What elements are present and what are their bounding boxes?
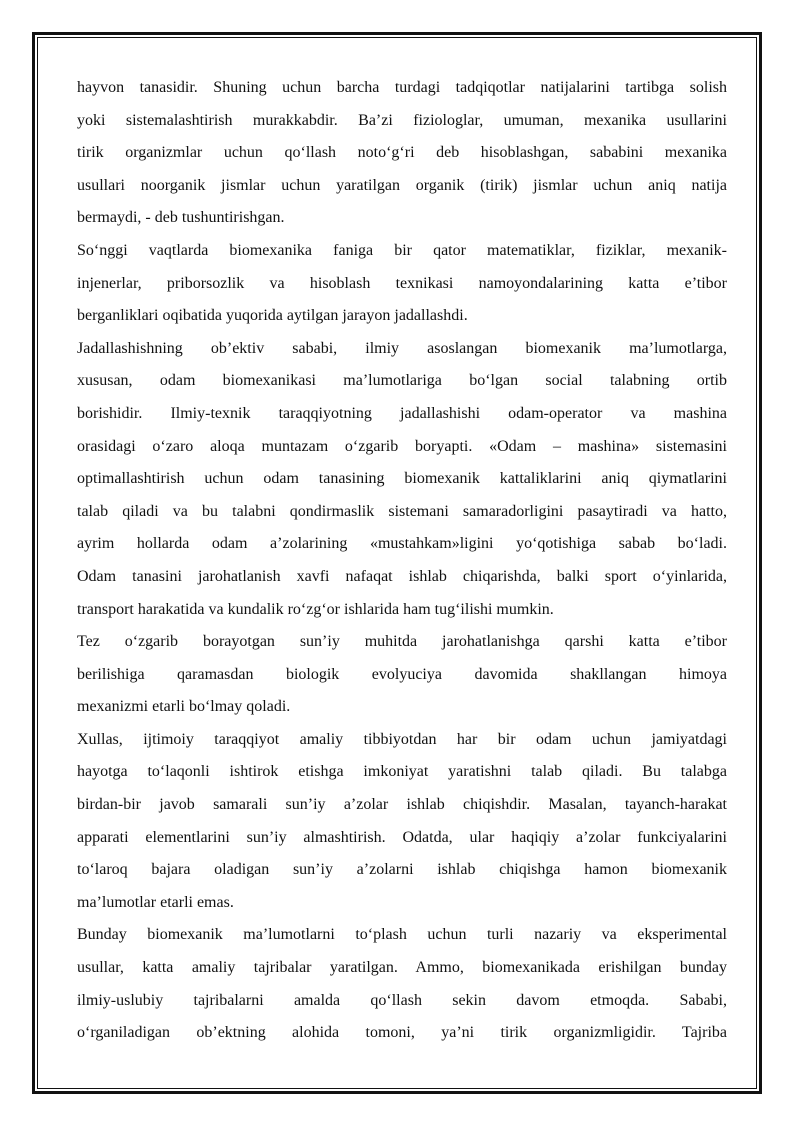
- text-line: transport harakatida va kundalik ro‘zg‘or ishlarida ham tug‘ilishi mumkin.: [77, 600, 554, 618]
- text-line: mexanizmi etarli bo‘lmay qoladi.: [77, 698, 291, 716]
- text-line: yoki sistemalashtirish murakkabdir. Ba’zi fiziologlar, umuman, mexanika usullarini: [77, 111, 727, 129]
- text-line: So‘nggi vaqtlarda biomexanika faniga bir qator matematiklar, fiziklar, mexanik-: [77, 241, 727, 259]
- text-line: talab qiladi va bu talabni qondirmaslik sistemani samaradorligini pasaytiradi va hatto,: [77, 502, 727, 520]
- text-line: hayvon tanasidir. Shuning uchun barcha turdagi tadqiqotlar natijalarini tartibga solish: [77, 79, 727, 96]
- text-line: apparati elementlarini sun’iy almashtirish. Odatda, ular haqiqiy a’zolar funkciyalarini: [77, 828, 727, 846]
- text-line: xususan, odam biomexanikasi ma’lumotlariga bo‘lgan social talabning ortib: [77, 372, 727, 390]
- text-line: Tez o‘zgarib borayotgan sun’iy muhitda jarohatlanishga qarshi katta e’tibor: [77, 633, 727, 651]
- text-line: bermaydi, - deb tushuntirishgan.: [77, 209, 285, 227]
- text-line: berganliklari oqibatida yuqorida aytilgan jarayon jadallashdi.: [77, 307, 468, 325]
- text-line: injenerlar, priborsozlik va hisoblash texnikasi namoyondalarining katta e’tibor: [77, 274, 727, 292]
- text-line: ma’lumotlar etarli emas.: [77, 893, 234, 911]
- text-line: Odam tanasini jarohatlanish xavfi nafaqat ishlab chiqarishda, balki sport o‘yinlarida,: [77, 567, 727, 585]
- text-line: tirik organizmlar uchun qo‘llash noto‘g‘ri deb hisoblashgan, sababini mexanika: [77, 144, 727, 162]
- text-line: o‘rganiladigan ob’ektning alohida tomoni, ya’ni tirik organizmligidir. Tajriba: [77, 1024, 727, 1042]
- text-line: ilmiy-uslubiy tajribalarni amalda qo‘llash sekin davom etmoqda. Sababi,: [77, 991, 727, 1009]
- text-line: hayotga to‘laqonli ishtirok etishga imkoniyat yaratishni talab qiladi. Bu talabga: [77, 763, 727, 781]
- text-line: ayrim hollarda odam a’zolarining «mustahkam»ligini yo‘qotishiga sabab bo‘ladi.: [77, 535, 727, 553]
- text-line: orasidagi o‘zaro aloqa muntazam o‘zgarib boryapti. «Odam – mashina» sistemasini: [77, 437, 727, 455]
- text-line: berilishiga qaramasdan biologik evolyuciya davomida shakllangan himoya: [77, 665, 727, 683]
- text-line: usullari noorganik jismlar uchun yaratilgan organik (tirik) jismlar uchun aniq natija: [77, 176, 727, 194]
- text-line: Xullas, ijtimoiy taraqqiyot amaliy tibbiyotdan har bir odam uchun jamiyatdagi: [77, 730, 727, 748]
- text-line: birdan-bir javob samarali sun’iy a’zolar ishlab chiqishdir. Masalan, tayanch-harakat: [77, 796, 727, 814]
- text-line: usullar, katta amaliy tajribalar yaratilgan. Ammo, biomexanikada erishilgan bunday: [77, 959, 727, 977]
- text-line: optimallashtirish uchun odam tanasining biomexanik kattaliklarini aniq qiymatlarini: [77, 470, 727, 488]
- text-line: Jadallashishning ob’ektiv sababi, ilmiy asoslangan biomexanik ma’lumotlarga,: [77, 339, 727, 357]
- text-line: Bunday biomexanik ma’lumotlarni to‘plash uchun turli nazariy va eksperimental: [77, 926, 727, 944]
- document-body-text: [77, 72, 727, 1050]
- text-line: borishidir. Ilmiy-texnik taraqqiyotning jadallashishi odam-operator va mashina: [77, 404, 727, 422]
- text-line: to‘laroq bajara oladigan sun’iy a’zolarni ishlab chiqishga hamon biomexanik: [77, 861, 727, 879]
